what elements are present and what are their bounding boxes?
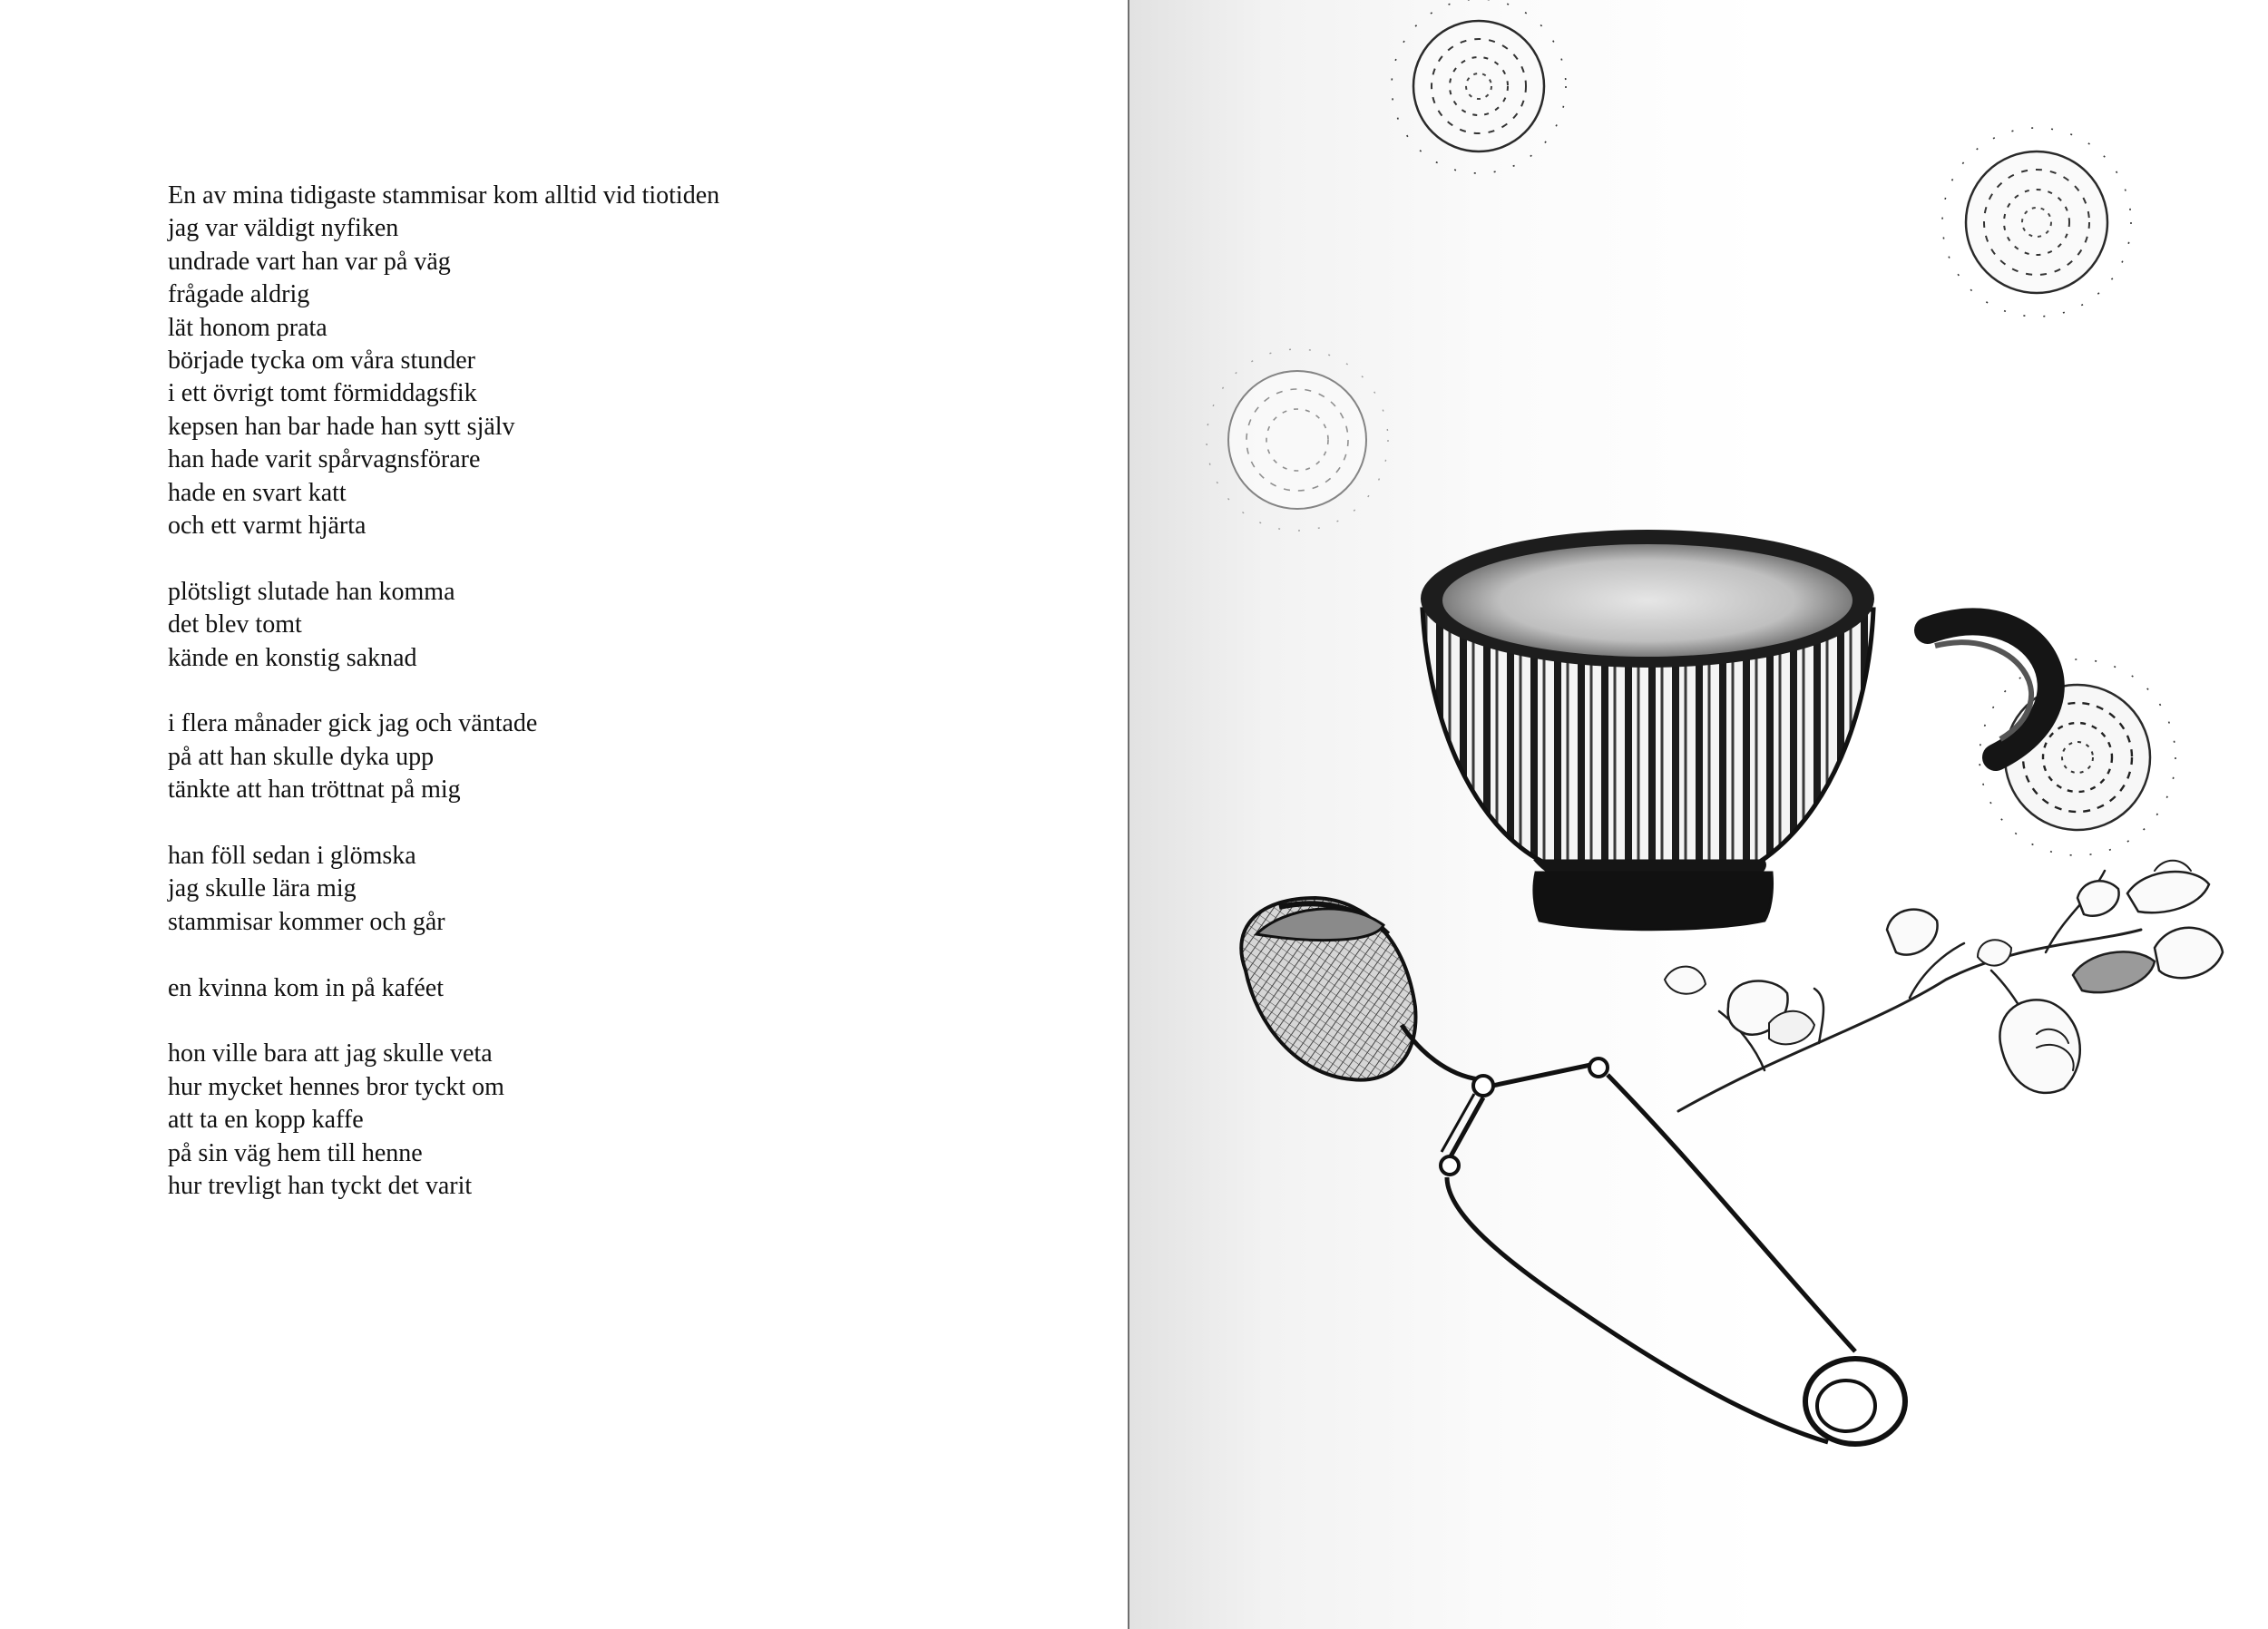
poem-line: hur trevligt han tyckt det varit xyxy=(168,1172,473,1201)
stanza xyxy=(168,1038,1075,1203)
flower-head xyxy=(1392,0,1566,173)
stanza xyxy=(168,840,1075,939)
poem-line: på sin väg hem till henne xyxy=(168,1138,423,1167)
poem-line: började tycka om våra stunder xyxy=(168,346,475,376)
poem-line: kände en konstig saknad xyxy=(168,643,417,672)
poem-line: i ett övrigt tomt förmiddagsfik xyxy=(168,379,477,408)
poem-line: undrade vart han var på väg xyxy=(168,247,451,276)
poem-line: hur mycket hennes bror tyckt om xyxy=(168,1072,504,1101)
poem-line: det blev tomt xyxy=(168,610,302,639)
poem-line: stammisar kommer och går xyxy=(168,907,445,936)
left-page xyxy=(0,0,1128,1629)
right-page xyxy=(1129,0,2268,1629)
flower-head xyxy=(1207,349,1388,531)
poem-line: jag var väldigt nyfiken xyxy=(168,214,399,243)
poem-line: att ta en kopp kaffe xyxy=(168,1106,364,1135)
stanza xyxy=(168,576,1075,675)
poem-line: en kvinna kom in på kaféet xyxy=(168,973,445,1002)
poem-line: han föll sedan i glömska xyxy=(168,842,416,871)
poem-line: lät honom prata xyxy=(168,313,327,342)
stanza xyxy=(168,707,1075,806)
stanza xyxy=(168,972,1075,1005)
stanza xyxy=(168,180,1075,542)
poem-line: frågade aldrig xyxy=(168,280,310,309)
poem-line: hade en svart katt xyxy=(168,478,347,507)
poem-line: hon ville bara att jag skulle veta xyxy=(168,1039,493,1068)
poem-line: tänkte att han tröttnat på mig xyxy=(168,775,461,805)
poem-line: på att han skulle dyka upp xyxy=(168,742,435,771)
poem-line: plötsligt slutade han komma xyxy=(168,577,455,606)
ink-illustration xyxy=(1129,0,2268,1629)
poem xyxy=(168,180,1075,1204)
poem-line: i flera månader gick jag och väntade xyxy=(168,709,538,738)
poem-line: och ett varmt hjärta xyxy=(168,512,367,541)
poem-line: jag skulle lära mig xyxy=(168,874,357,903)
poem-line: han hade varit spårvagnsförare xyxy=(168,445,481,474)
tea-strainer xyxy=(1241,898,1905,1444)
coffee-cup xyxy=(1421,530,2051,930)
flower-head xyxy=(1942,128,2131,317)
poem-line: En av mina tidigaste stammisar kom alltid vid tiotiden xyxy=(168,181,720,210)
poem-line: kepsen han bar hade han sytt själv xyxy=(168,412,515,441)
